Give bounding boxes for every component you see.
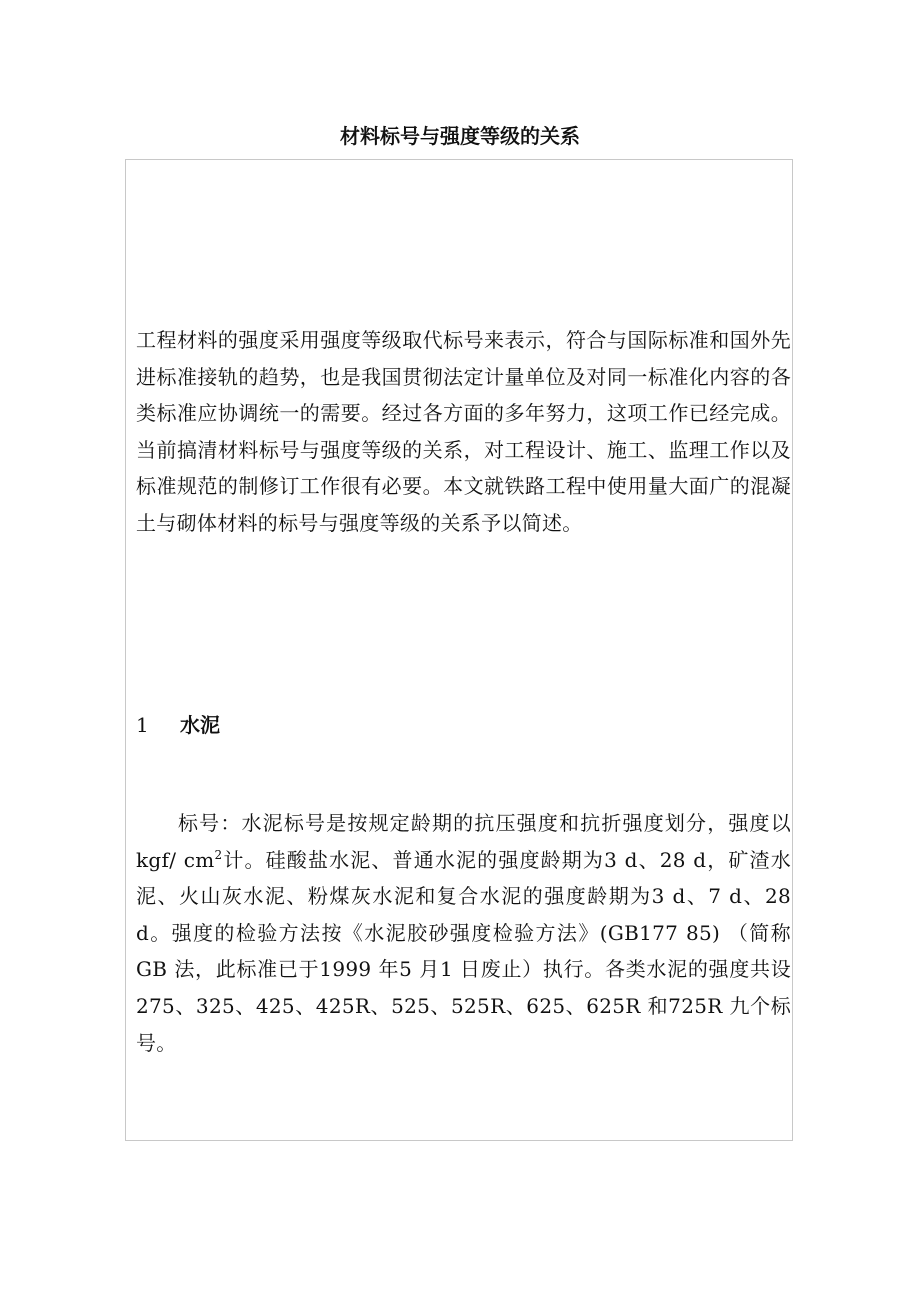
section-heading (136, 710, 220, 740)
paragraph-text-rest: 计。硅酸盐水泥、普通水泥的强度龄期为3 d、28 d，矿渣水泥、火山灰水泥、粉煤灰水泥和复合水泥的强度龄期为3 d、7 d、28 d。强度的检验方法按《水泥胶砂强度检验方法》(GB177 85) （简称 GB 法，此标准已于1999 年5 月1 日废止）执行。各类水泥的强度共设275、325、425、425R、525、525R、625、625R 和725R 九个标号。 (136, 847, 792, 1055)
cement-grade-paragraph (136, 805, 791, 1061)
paragraph-text-start: 标号：水泥标号是按规定龄期的抗压强度和抗折强度划分，强度以 kgf/ cm (136, 811, 791, 872)
document-title: 材料标号与强度等级的关系 (340, 124, 580, 148)
intro-paragraph: 工程材料的强度采用强度等级取代标号来表示，符合与国际标准和国外先进标准接轨的趋势，也是我国贯彻法定计量单位及对同一标准化内容的各类标准应协调统一的需要。经过各方面的多年努力，这项工作已经完成。当前搞清材料标号与强度等级的关系，对工程设计、施工、监理工作以及标准规范的制修订工作很有必要。本文就铁路工程中使用量大面广的混凝土与砌体材料的标号与强度等级的关系予以简述。 (136, 328, 791, 535)
content-box (125, 159, 793, 1141)
section-title: 水泥 (180, 713, 220, 737)
section-number: 1 (136, 713, 149, 737)
unit-superscript: 2 (214, 847, 223, 862)
